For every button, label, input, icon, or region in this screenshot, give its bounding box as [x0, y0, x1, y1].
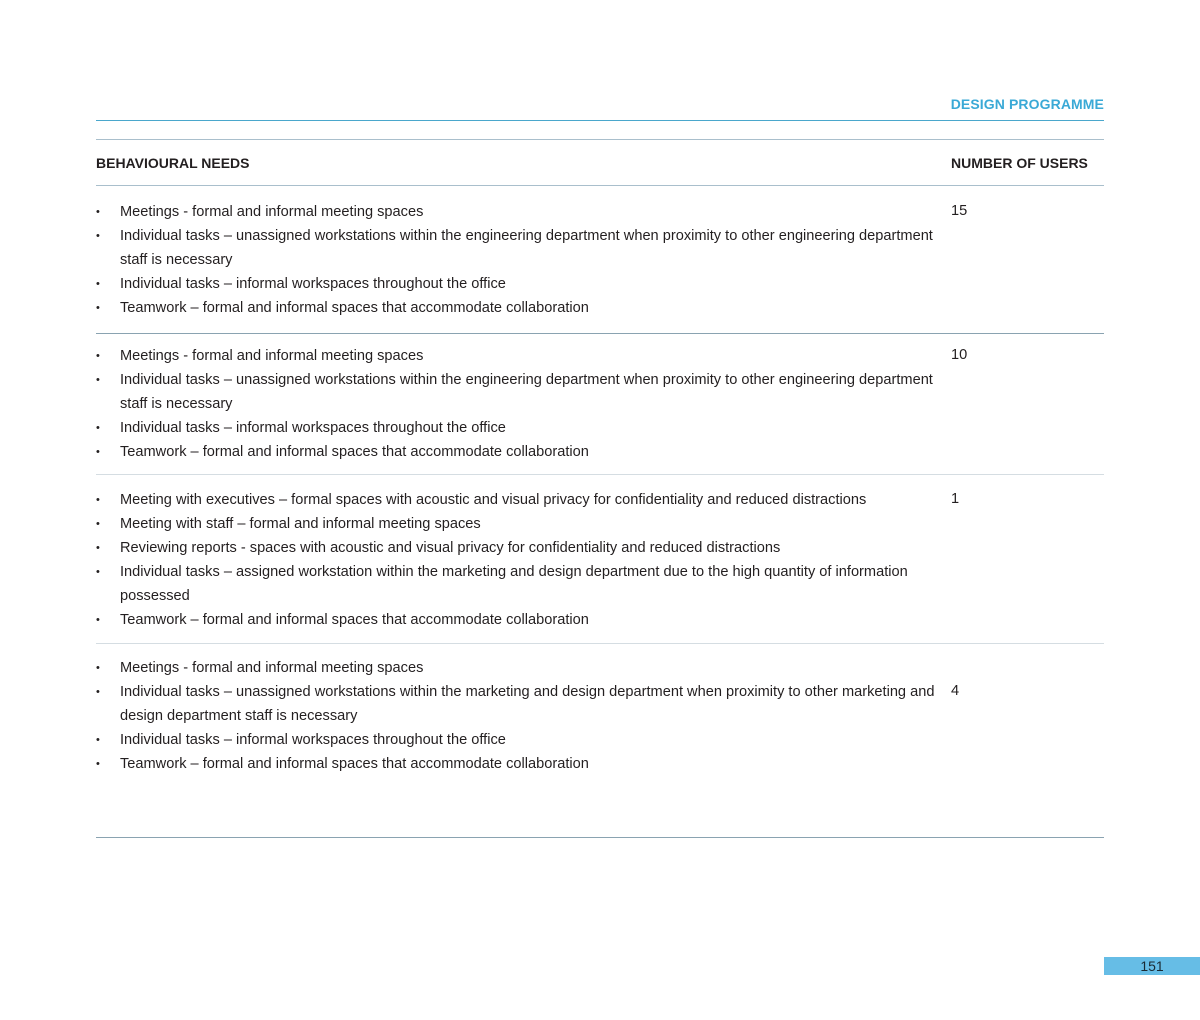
section-label: DESIGN PROGRAMME — [950, 96, 1104, 112]
column-header-behavioural-needs: BEHAVIOURAL NEEDS — [96, 155, 250, 171]
list-item: • Meeting with staff – formal and informal meeting spaces — [96, 512, 936, 536]
column-header-number-of-users: NUMBER OF USERS — [951, 155, 1088, 171]
list-item: • Meetings - formal and informal meeting spaces — [96, 200, 936, 224]
user-count: 1 — [951, 491, 960, 507]
user-count: 4 — [951, 683, 960, 699]
table-row — [96, 656, 1104, 786]
list-item: • Meetings - formal and informal meeting spaces — [96, 656, 936, 680]
list-item: • Teamwork – formal and informal spaces that accommodate collaboration — [96, 752, 936, 776]
header-rule — [96, 185, 1104, 186]
table-bottom-rule — [96, 837, 1104, 838]
user-count: 10 — [951, 347, 968, 363]
list-item: • Reviewing reports - spaces with acoustic and visual privacy for confidentiality and reduced distractions — [96, 536, 936, 560]
table-row — [96, 200, 1104, 334]
page-number: 151 — [1104, 957, 1200, 975]
list-item: • Individual tasks – assigned workstation within the marketing and design department due to the high quantity of information possessed — [96, 560, 936, 608]
needs-list — [96, 656, 936, 776]
list-item: • Individual tasks – informal workspaces throughout the office — [96, 416, 936, 440]
list-item: • Teamwork – formal and informal spaces that accommodate collaboration — [96, 296, 936, 320]
needs-list — [96, 344, 936, 464]
list-item: • Individual tasks – unassigned workstations within the engineering department when proximity to other engineering department staff is necessary — [96, 368, 936, 416]
list-item: • Meetings - formal and informal meeting spaces — [96, 344, 936, 368]
table-top-rule — [96, 139, 1104, 140]
list-item: • Meeting with executives – formal spaces with acoustic and visual privacy for confidentiality and reduced distractions — [96, 488, 936, 512]
list-item: • Teamwork – formal and informal spaces that accommodate collaboration — [96, 440, 936, 464]
list-item: • Individual tasks – unassigned workstations within the marketing and design department when proximity to other marketing and design department staff is necessary — [96, 680, 936, 728]
needs-list — [96, 488, 936, 632]
list-item: • Individual tasks – unassigned workstations within the engineering department when proximity to other engineering department staff is necessary — [96, 224, 936, 272]
needs-list — [96, 200, 936, 320]
list-item: • Individual tasks – informal workspaces throughout the office — [96, 272, 936, 296]
list-item: • Teamwork – formal and informal spaces that accommodate collaboration — [96, 608, 936, 632]
table-row — [96, 488, 1104, 644]
user-count: 15 — [951, 203, 968, 219]
table-row — [96, 344, 1104, 475]
accent-rule — [96, 120, 1104, 121]
list-item: • Individual tasks – informal workspaces throughout the office — [96, 728, 936, 752]
